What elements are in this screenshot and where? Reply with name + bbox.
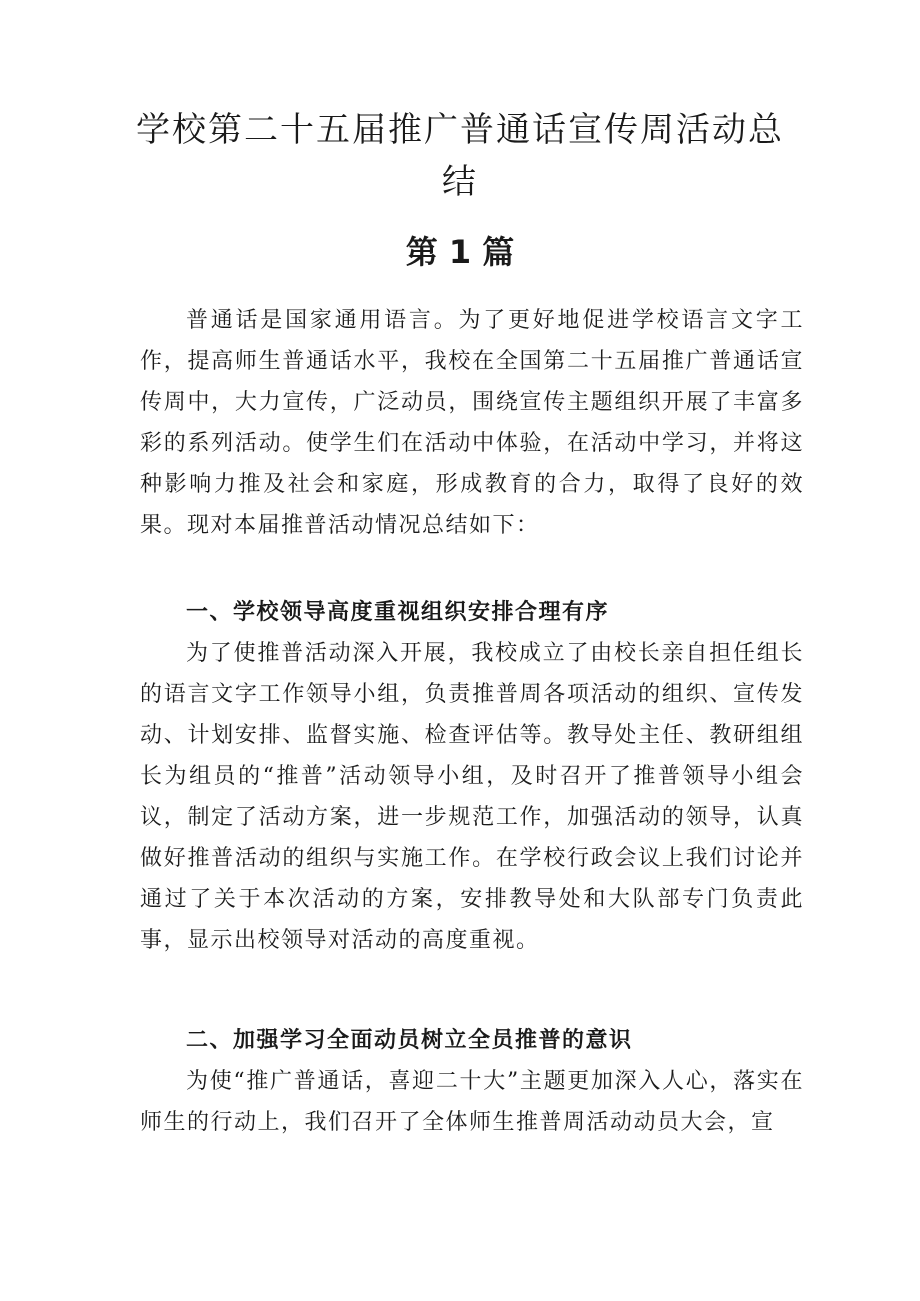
- document-subtitle: 第 1 篇: [405, 233, 515, 271]
- document-title-line2: 结: [442, 162, 478, 202]
- section-heading-2: 二、加强学习全面动员树立全员推普的意识: [186, 1028, 633, 1053]
- paragraph-intro: 普通话是国家通用语言。为了更好地促进学校语言文字工作，提高师生普通话水平，我校在全国第二十五届推广普通话宣传周中，大力宣传，广泛动员，围绕宣传主题组织开展了丰富多彩的系列活动。使学生们在活动中体验，在活动中学习，并将这种影响力推及社会和家庭，形成教育的合力，取得了良好的效果。现对本届推普活动情况总结如下：: [140, 308, 804, 538]
- paragraph-section-2: 为使“推广普通话，喜迎二十大”主题更加深入人心，落实在师生的行动上，我们召开了全体师生推普周活动动员大会，宣: [140, 1069, 804, 1135]
- document-title-line1: 学校第二十五届推广普通话宣传周活动总: [136, 110, 784, 150]
- section-heading-1: 一、学校领导高度重视组织安排合理有序: [186, 600, 610, 625]
- paragraph-section-1: 为了使推普活动深入开展，我校成立了由校长亲自担任组长的语言文字工作领导小组，负责推普周各项活动的组织、宣传发动、计划安排、监督实施、检查评估等。教导处主任、教研组组长为组员的“推普”活动领导小组，及时召开了推普领导小组会议，制定了活动方案，进一步规范工作，加强活动的领导，认真做好推普活动的组织与实施工作。在学校行政会议上我们讨论并通过了关于本次活动的方案，安排教导处和大队部专门负责此事，显示出校领导对活动的高度重视。: [140, 641, 804, 953]
